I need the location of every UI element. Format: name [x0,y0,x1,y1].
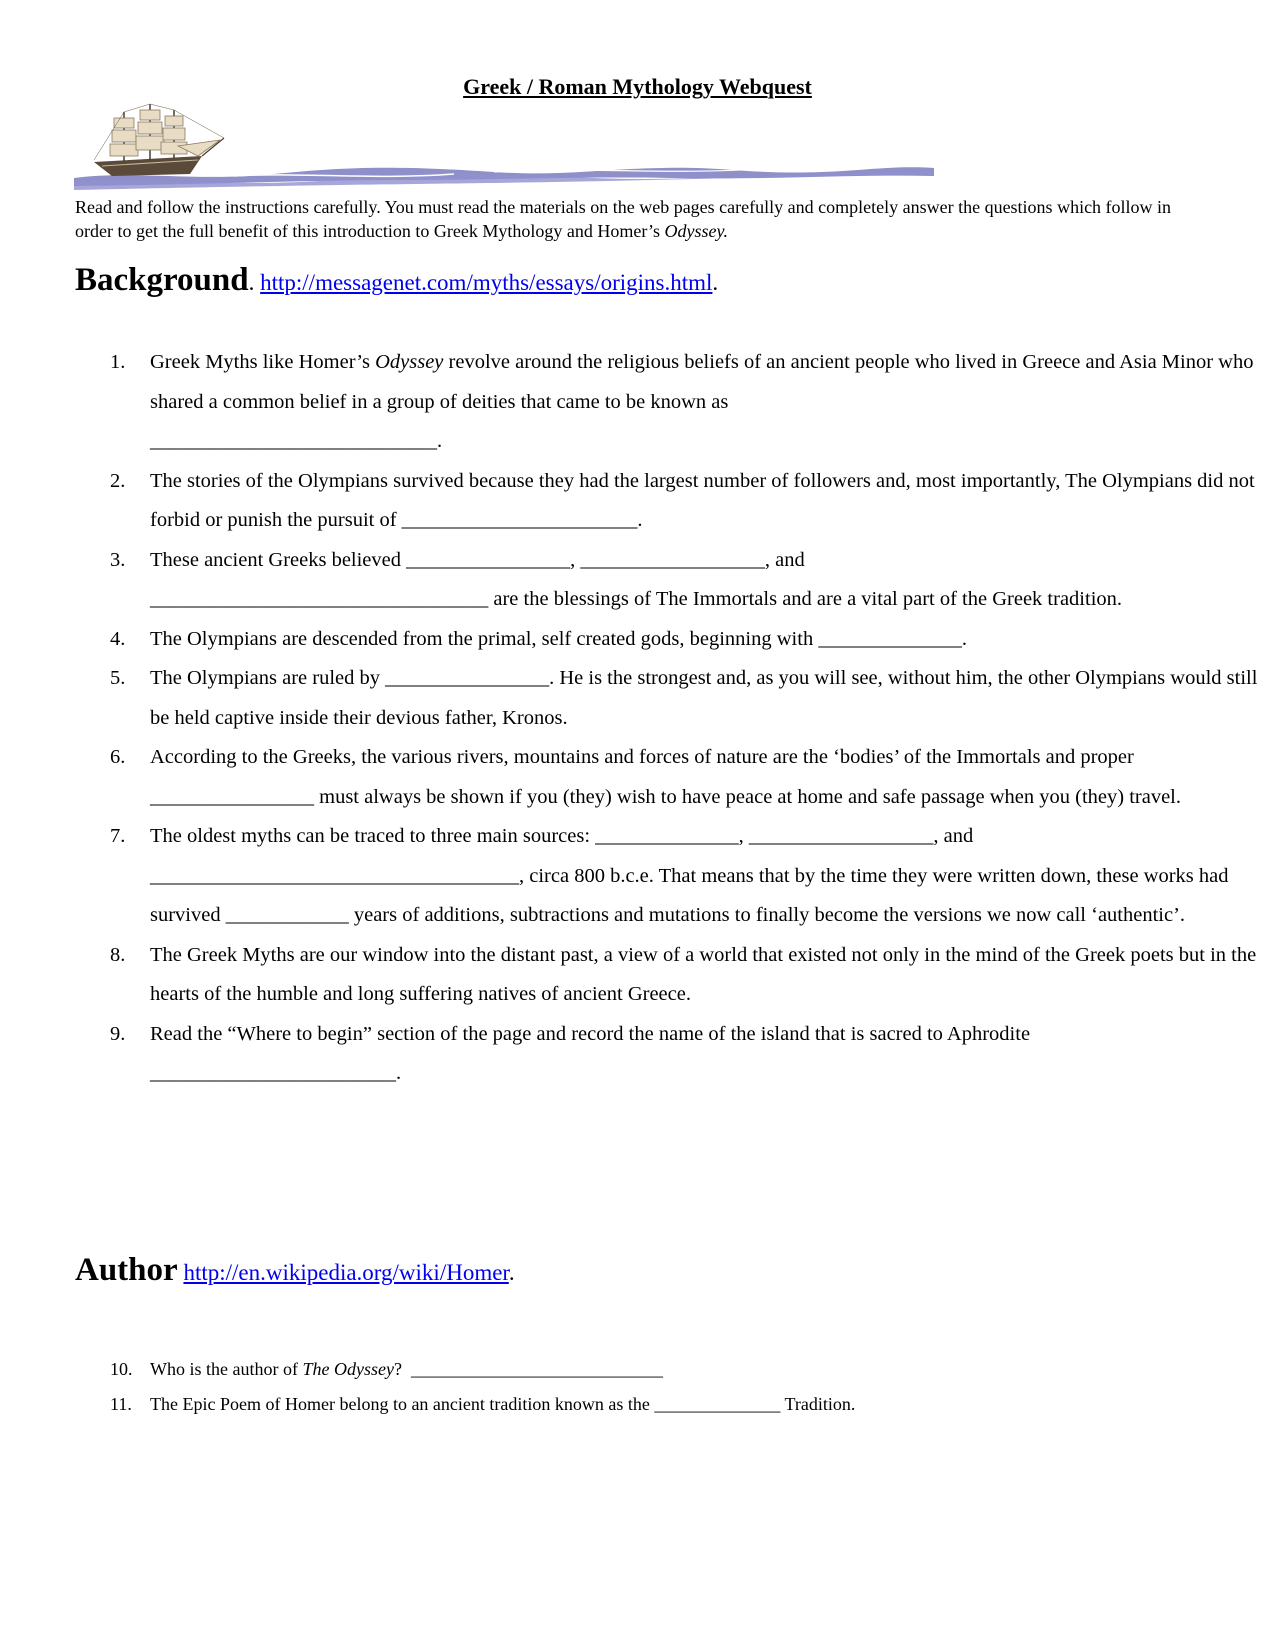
author-questions [75,1352,1275,1422]
intro-text: Read and follow the instructions carefully. You must read the materials on the web pages carefully and completely answer the questions which follow in order to get the full benefit of this introduction to Greek Mythology and Homer’s [75,197,1172,241]
answer-blank[interactable]: ________________ [385,667,550,689]
question-number: 7. [110,825,126,847]
question-text: These ancient Greeks believed [150,548,407,571]
question-text: . He is the strongest and, as you will see, without him, the other Olympians would still be held captive inside their devious father, Kronos. [150,667,1258,729]
question-text: Greek Myths like Homer’s [150,351,376,373]
author-period: . [508,1260,515,1285]
question-text: The stories of the Olympians survived because they had the largest number of followers and, most importantly, The Olympians did not forbid or punish the pursuit of [150,469,1255,531]
question-text: Tradition. [780,1394,856,1414]
answer-blank[interactable]: _______________________ [401,509,638,531]
intro-italic: Odyssey. [664,221,729,241]
answer-blank[interactable]: __________________ [580,548,765,571]
question-text: years of additions, subtractions and mutations to finally become the versions we now call ‘authentic’. [348,904,1186,926]
question-number: 3. [110,548,126,571]
question-number: 2. [110,469,126,492]
answer-blank[interactable]: ______________ [654,1394,781,1414]
question-text: , and [933,825,974,847]
question-italic: Odyssey [375,351,444,373]
answer-blank[interactable]: ______________ [595,825,739,847]
question-number: 11. [110,1394,132,1414]
question-10 [110,1352,1275,1387]
background-heading [75,262,718,299]
question-text: The Olympians are descended from the primal, self created gods, beginning with [150,627,819,650]
question-text: . [396,1062,402,1084]
background-questions [75,343,1275,1094]
question-text: . [637,509,643,531]
question-9 [110,1015,1275,1094]
question-text: . [961,627,967,650]
question-7 [110,817,1275,936]
background-label: Background [75,262,249,298]
question-number: 10. [110,1359,133,1379]
question-11 [110,1387,1275,1422]
question-8 [110,936,1275,1015]
page-title: Greek / Roman Mythology Webquest [463,74,812,99]
answer-blank[interactable]: ______________ [818,627,962,650]
author-link[interactable]: http://en.wikipedia.org/wiki/Homer [183,1260,509,1285]
question-text: The Olympians are ruled by [150,667,386,689]
question-number: 4. [110,627,126,650]
answer-blank[interactable]: __________________ [748,825,934,847]
question-text: , circa 800 b.c.e. That means that by the time they were written down, these works had survived [150,864,1229,926]
question-number: 5. [110,667,126,689]
question-text: Read the “Where to begin” section of the page and record the name of the island that is sacred to Aphrodite [150,1022,1031,1045]
question-text: According to the Greeks, the various rivers, mountains and forces of nature are the ‘bodies’ of the Immortals and proper [150,746,1134,768]
question-2 [110,462,1275,541]
question-3 [110,541,1275,620]
question-text: revolve around the religious beliefs of an ancient people who lived in Greece and Asia Minor who shared a common belief in a group of deities that came to be known as [150,351,1254,413]
background-period: . [712,270,719,295]
question-italic: The Odyssey [302,1359,394,1379]
question-text: The Epic Poem of Homer belong to an ancient tradition known as the [150,1394,655,1414]
answer-blank[interactable]: ____________________________ [150,430,437,452]
answer-blank[interactable]: ____________ [225,904,349,926]
question-text: are the blessings of The Immortals and are a vital part of the Greek tradition. [488,588,1123,610]
question-number: 8. [110,943,126,966]
question-text: , [570,548,581,571]
question-4 [110,620,1275,660]
question-text: The oldest myths can be traced to three main sources: [150,825,596,847]
question-number: 9. [110,1022,126,1045]
question-number: 1. [110,351,126,373]
answer-blank[interactable]: _________________________________ [150,588,489,610]
instructions-paragraph [75,195,1175,243]
author-label: Author [75,1252,178,1288]
question-number: 6. [110,746,126,768]
question-text: , [738,825,749,847]
author-heading [75,1252,515,1289]
question-6 [110,738,1275,817]
answer-blank[interactable]: ____________________________________ [150,864,519,887]
question-5 [110,659,1275,738]
ship-wave-banner-image [74,100,984,196]
background-separator: . [248,270,261,295]
question-text: , and [764,548,805,571]
question-text: ? [393,1359,411,1379]
question-text: Who is the author of [150,1359,303,1379]
question-text: The Greek Myths are our window into the distant past, a view of a world that existed not only in the mind of the Greek poets but in the hearts of the humble and long suffering natives of ancient Greece. [150,943,1257,1005]
background-link[interactable]: http://messagenet.com/myths/essays/origins.html [260,270,713,295]
answer-blank[interactable]: ____________________________ [410,1359,663,1379]
question-text: . [437,430,443,452]
question-text: must always be shown if you (they) wish to have peace at home and safe passage when you (they) travel. [314,785,1181,808]
question-1 [110,343,1275,462]
answer-blank[interactable]: ________________ [406,548,571,571]
answer-blank[interactable]: ________________ [150,785,314,808]
answer-blank[interactable]: ________________________ [150,1062,396,1084]
